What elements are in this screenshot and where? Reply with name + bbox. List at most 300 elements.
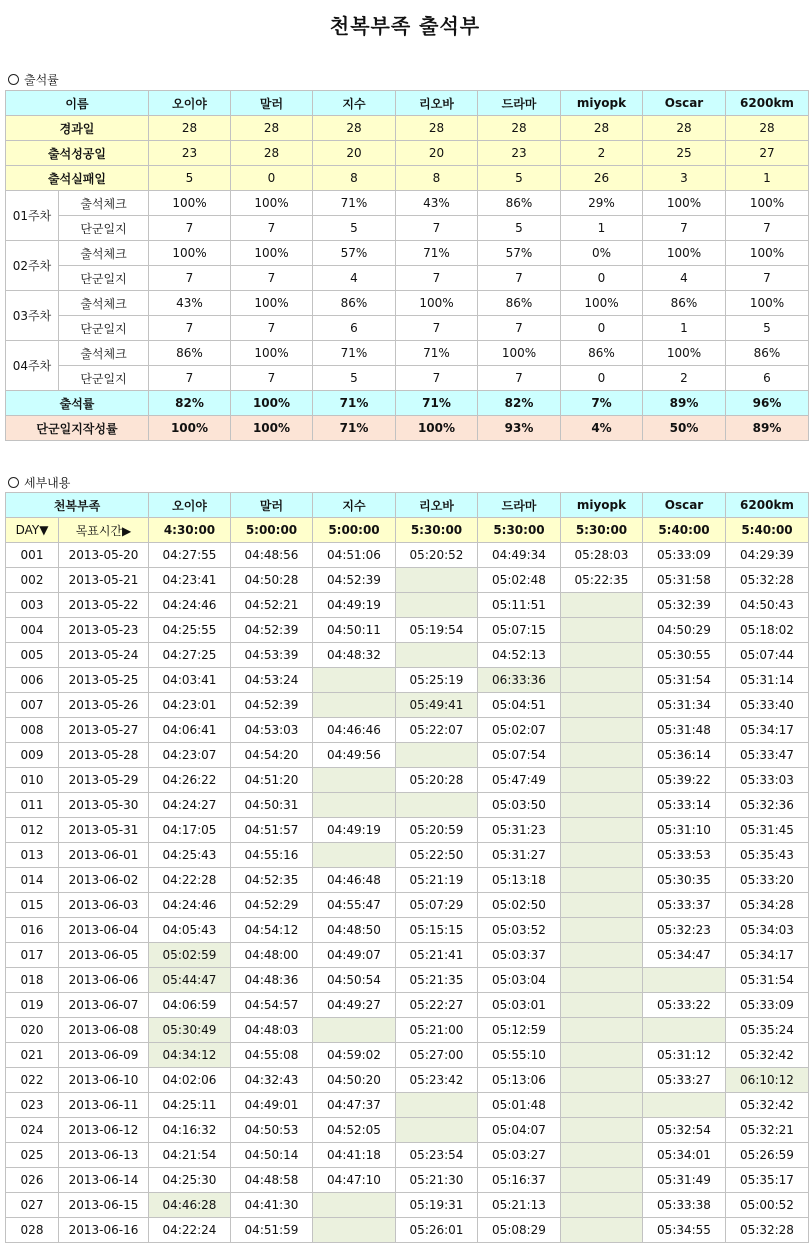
journal-value: 7 <box>478 366 561 391</box>
date-cell: 2013-06-07 <box>59 993 149 1018</box>
target-time: 5:30:00 <box>478 518 561 543</box>
day-number: 007 <box>6 693 59 718</box>
value-cell: 8 <box>396 166 478 191</box>
wake-time <box>313 1193 396 1218</box>
value-cell: 5 <box>149 166 231 191</box>
member-name: miyopk <box>561 493 643 518</box>
check-value: 100% <box>726 191 809 216</box>
wake-time <box>396 1118 478 1143</box>
wake-time: 04:53:03 <box>231 718 313 743</box>
journal-value: 5 <box>478 216 561 241</box>
wake-time: 04:23:07 <box>149 743 231 768</box>
wake-time: 04:26:22 <box>149 768 231 793</box>
date-cell: 2013-05-31 <box>59 818 149 843</box>
wake-time: 05:12:59 <box>478 1018 561 1043</box>
wake-time: 04:54:20 <box>231 743 313 768</box>
week-check-row <box>6 241 809 266</box>
member-name: miyopk <box>561 91 643 116</box>
wake-time <box>561 793 643 818</box>
wake-time: 05:47:49 <box>478 768 561 793</box>
journal-value: 7 <box>149 266 231 291</box>
wake-time: 04:48:03 <box>231 1018 313 1043</box>
wake-time <box>313 693 396 718</box>
day-row <box>6 943 809 968</box>
journal-value: 5 <box>726 316 809 341</box>
value-cell: 28 <box>726 116 809 141</box>
wake-time <box>561 1218 643 1243</box>
check-value: 100% <box>643 191 726 216</box>
check-value: 100% <box>149 191 231 216</box>
wake-time: 04:06:41 <box>149 718 231 743</box>
wake-time <box>561 643 643 668</box>
wake-time: 05:02:50 <box>478 893 561 918</box>
journal-value: 0 <box>561 316 643 341</box>
day-number: 025 <box>6 1143 59 1168</box>
date-cell: 2013-05-24 <box>59 643 149 668</box>
day-row <box>6 918 809 943</box>
value-cell: 20 <box>313 141 396 166</box>
wake-time: 04:06:59 <box>149 993 231 1018</box>
wake-time: 04:50:53 <box>231 1118 313 1143</box>
rate-value: 82% <box>478 391 561 416</box>
day-number: 019 <box>6 993 59 1018</box>
day-row <box>6 1168 809 1193</box>
wake-time: 05:03:52 <box>478 918 561 943</box>
member-name: 6200km <box>726 91 809 116</box>
wake-time: 05:21:41 <box>396 943 478 968</box>
journal-value: 1 <box>561 216 643 241</box>
wake-time: 05:07:15 <box>478 618 561 643</box>
member-name: Oscar <box>643 91 726 116</box>
journal-rate-value: 100% <box>231 416 313 441</box>
target-time: 5:00:00 <box>313 518 396 543</box>
date-cell: 2013-05-28 <box>59 743 149 768</box>
wake-time: 05:23:54 <box>396 1143 478 1168</box>
day-row <box>6 743 809 768</box>
value-cell: 2 <box>561 141 643 166</box>
wake-time: 05:33:20 <box>726 868 809 893</box>
wake-time <box>396 1093 478 1118</box>
wake-time: 05:30:35 <box>643 868 726 893</box>
wake-time: 04:24:46 <box>149 893 231 918</box>
journal-rate-value: 89% <box>726 416 809 441</box>
date-cell: 2013-06-12 <box>59 1118 149 1143</box>
wake-time: 05:33:40 <box>726 693 809 718</box>
wake-time: 05:18:02 <box>726 618 809 643</box>
date-cell: 2013-05-27 <box>59 718 149 743</box>
day-row <box>6 1218 809 1243</box>
day-row <box>6 818 809 843</box>
wake-time: 05:03:27 <box>478 1143 561 1168</box>
wake-time: 04:23:41 <box>149 568 231 593</box>
day-number: 001 <box>6 543 59 568</box>
wake-time: 06:33:36 <box>478 668 561 693</box>
wake-time: 04:25:55 <box>149 618 231 643</box>
wake-time: 04:46:48 <box>313 868 396 893</box>
wake-time: 05:04:07 <box>478 1118 561 1143</box>
wake-time <box>561 743 643 768</box>
wake-time: 05:21:13 <box>478 1193 561 1218</box>
wake-time <box>561 993 643 1018</box>
wake-time <box>396 793 478 818</box>
wake-time: 04:50:43 <box>726 593 809 618</box>
wake-time: 04:48:58 <box>231 1168 313 1193</box>
value-cell: 3 <box>643 166 726 191</box>
check-value: 86% <box>643 291 726 316</box>
day-row <box>6 693 809 718</box>
wake-time: 04:50:29 <box>643 618 726 643</box>
journal-value: 7 <box>231 366 313 391</box>
fail-row <box>6 166 809 191</box>
date-cell: 2013-05-29 <box>59 768 149 793</box>
wake-time <box>396 743 478 768</box>
date-cell: 2013-05-26 <box>59 693 149 718</box>
section-attendance-rate <box>8 71 59 88</box>
journal-value: 7 <box>478 316 561 341</box>
journal-rate-value: 50% <box>643 416 726 441</box>
wake-time: 05:31:23 <box>478 818 561 843</box>
target-time-row <box>6 518 809 543</box>
day-row <box>6 868 809 893</box>
member-name: 지수 <box>313 493 396 518</box>
wake-time: 05:02:59 <box>149 943 231 968</box>
journal-rate-value: 100% <box>149 416 231 441</box>
wake-time: 04:48:50 <box>313 918 396 943</box>
value-cell: 25 <box>643 141 726 166</box>
wake-time <box>313 1018 396 1043</box>
wake-time: 05:07:44 <box>726 643 809 668</box>
section-details <box>8 474 70 491</box>
wake-time: 05:31:14 <box>726 668 809 693</box>
date-cell: 2013-06-10 <box>59 1068 149 1093</box>
circle-bullet-icon <box>8 74 19 85</box>
wake-time: 05:31:54 <box>643 668 726 693</box>
journal-value: 4 <box>643 266 726 291</box>
wake-time: 05:32:21 <box>726 1118 809 1143</box>
wake-time: 04:48:36 <box>231 968 313 993</box>
wake-time <box>313 843 396 868</box>
wake-time: 04:54:12 <box>231 918 313 943</box>
wake-time: 05:07:29 <box>396 893 478 918</box>
rate-value: 96% <box>726 391 809 416</box>
wake-time: 04:48:56 <box>231 543 313 568</box>
day-number: 012 <box>6 818 59 843</box>
wake-time: 04:50:28 <box>231 568 313 593</box>
wake-time: 04:48:32 <box>313 643 396 668</box>
wake-time: 05:34:01 <box>643 1143 726 1168</box>
wake-time: 05:21:00 <box>396 1018 478 1043</box>
wake-time: 04:52:21 <box>231 593 313 618</box>
wake-time <box>561 1093 643 1118</box>
day-number: 017 <box>6 943 59 968</box>
wake-time: 04:29:39 <box>726 543 809 568</box>
day-number: 027 <box>6 1193 59 1218</box>
check-value: 100% <box>396 291 478 316</box>
wake-time: 05:02:07 <box>478 718 561 743</box>
wake-time: 04:16:32 <box>149 1118 231 1143</box>
target-time: 5:40:00 <box>726 518 809 543</box>
wake-time: 04:52:29 <box>231 893 313 918</box>
wake-time <box>561 1043 643 1068</box>
date-cell: 2013-06-05 <box>59 943 149 968</box>
wake-time: 05:35:17 <box>726 1168 809 1193</box>
attendance-summary-table <box>5 90 809 441</box>
wake-time: 05:31:49 <box>643 1168 726 1193</box>
day-number: 028 <box>6 1218 59 1243</box>
day-number: 018 <box>6 968 59 993</box>
value-cell: 28 <box>231 116 313 141</box>
day-header: DAY▼ <box>6 518 59 543</box>
member-name: 말러 <box>231 493 313 518</box>
wake-time <box>561 718 643 743</box>
date-cell: 2013-06-06 <box>59 968 149 993</box>
day-number: 020 <box>6 1018 59 1043</box>
wake-time: 05:23:42 <box>396 1068 478 1093</box>
wake-time: 05:27:00 <box>396 1043 478 1068</box>
check-value: 71% <box>396 341 478 366</box>
wake-time: 05:13:18 <box>478 868 561 893</box>
date-cell: 2013-05-21 <box>59 568 149 593</box>
journal-label: 단군일지 <box>59 366 149 391</box>
journal-value: 6 <box>726 366 809 391</box>
wake-time: 05:35:43 <box>726 843 809 868</box>
wake-time <box>561 893 643 918</box>
date-cell: 2013-06-13 <box>59 1143 149 1168</box>
day-number: 006 <box>6 668 59 693</box>
day-number: 024 <box>6 1118 59 1143</box>
circle-bullet-icon <box>8 477 19 488</box>
tribe-header: 천복부족 <box>6 493 149 518</box>
journal-value: 7 <box>726 216 809 241</box>
day-number: 014 <box>6 868 59 893</box>
wake-time: 04:41:30 <box>231 1193 313 1218</box>
check-value: 71% <box>396 241 478 266</box>
check-value: 86% <box>313 291 396 316</box>
target-label: 목표시간▶ <box>59 518 149 543</box>
wake-time: 04:49:27 <box>313 993 396 1018</box>
journal-label: 단군일지 <box>59 266 149 291</box>
member-name: 드라마 <box>478 493 561 518</box>
check-value: 100% <box>726 291 809 316</box>
member-name: 6200km <box>726 493 809 518</box>
day-row <box>6 893 809 918</box>
journal-label: 단군일지 <box>59 216 149 241</box>
wake-time: 05:32:28 <box>726 1218 809 1243</box>
check-value: 100% <box>643 341 726 366</box>
wake-time <box>643 1018 726 1043</box>
wake-time <box>396 568 478 593</box>
wake-time: 04:52:05 <box>313 1118 396 1143</box>
wake-time <box>561 1018 643 1043</box>
wake-time: 05:33:53 <box>643 843 726 868</box>
day-number: 002 <box>6 568 59 593</box>
row-label: 단군일지작성률 <box>6 416 149 441</box>
wake-time <box>561 1168 643 1193</box>
wake-time: 05:03:37 <box>478 943 561 968</box>
journal-value: 7 <box>396 266 478 291</box>
wake-time: 05:07:54 <box>478 743 561 768</box>
attendance-detail-table <box>5 492 809 1243</box>
value-cell: 23 <box>149 141 231 166</box>
journal-value: 4 <box>313 266 396 291</box>
journal-value: 0 <box>561 266 643 291</box>
wake-time: 04:51:20 <box>231 768 313 793</box>
journal-value: 7 <box>149 316 231 341</box>
wake-time: 05:20:28 <box>396 768 478 793</box>
wake-time: 04:55:16 <box>231 843 313 868</box>
check-label: 출석체크 <box>59 241 149 266</box>
week-check-row <box>6 291 809 316</box>
date-cell: 2013-06-11 <box>59 1093 149 1118</box>
wake-time: 05:31:10 <box>643 818 726 843</box>
value-cell: 28 <box>231 141 313 166</box>
check-value: 0% <box>561 241 643 266</box>
day-row <box>6 1193 809 1218</box>
target-time: 4:30:00 <box>149 518 231 543</box>
wake-time: 05:22:35 <box>561 568 643 593</box>
wake-time: 05:19:54 <box>396 618 478 643</box>
wake-time: 05:03:04 <box>478 968 561 993</box>
journal-value: 2 <box>643 366 726 391</box>
target-time: 5:00:00 <box>231 518 313 543</box>
wake-time: 05:32:42 <box>726 1093 809 1118</box>
wake-time: 05:26:59 <box>726 1143 809 1168</box>
wake-time: 05:11:51 <box>478 593 561 618</box>
wake-time: 04:50:11 <box>313 618 396 643</box>
date-cell: 2013-05-22 <box>59 593 149 618</box>
week-label: 04주차 <box>6 341 59 391</box>
wake-time: 04:49:34 <box>478 543 561 568</box>
target-time: 5:30:00 <box>561 518 643 543</box>
wake-time: 04:49:19 <box>313 593 396 618</box>
wake-time: 04:05:43 <box>149 918 231 943</box>
attendance-rate-row <box>6 391 809 416</box>
rate-value: 100% <box>231 391 313 416</box>
wake-time: 05:32:36 <box>726 793 809 818</box>
week-journal-row <box>6 366 809 391</box>
wake-time: 05:22:50 <box>396 843 478 868</box>
wake-time: 05:33:47 <box>726 743 809 768</box>
wake-time: 04:46:28 <box>149 1193 231 1218</box>
wake-time: 05:32:42 <box>726 1043 809 1068</box>
member-name: 오이야 <box>149 91 231 116</box>
wake-time: 04:53:24 <box>231 668 313 693</box>
check-value: 100% <box>231 241 313 266</box>
value-cell: 23 <box>478 141 561 166</box>
date-cell: 2013-06-04 <box>59 918 149 943</box>
check-value: 100% <box>478 341 561 366</box>
wake-time: 05:34:17 <box>726 718 809 743</box>
wake-time <box>561 593 643 618</box>
rate-value: 71% <box>313 391 396 416</box>
journal-label: 단군일지 <box>59 316 149 341</box>
day-row <box>6 618 809 643</box>
date-cell: 2013-06-01 <box>59 843 149 868</box>
check-value: 71% <box>313 191 396 216</box>
wake-time <box>561 1143 643 1168</box>
wake-time: 04:21:54 <box>149 1143 231 1168</box>
check-value: 86% <box>561 341 643 366</box>
wake-time: 04:50:14 <box>231 1143 313 1168</box>
member-name: Oscar <box>643 493 726 518</box>
wake-time <box>396 643 478 668</box>
day-row <box>6 793 809 818</box>
wake-time: 05:03:50 <box>478 793 561 818</box>
section-title: 출석률 <box>24 73 59 87</box>
date-cell: 2013-06-14 <box>59 1168 149 1193</box>
value-cell: 27 <box>726 141 809 166</box>
wake-time: 05:34:17 <box>726 943 809 968</box>
wake-time: 04:25:43 <box>149 843 231 868</box>
day-row <box>6 568 809 593</box>
wake-time: 05:34:55 <box>643 1218 726 1243</box>
value-cell: 28 <box>149 116 231 141</box>
day-row <box>6 843 809 868</box>
value-cell: 28 <box>561 116 643 141</box>
wake-time <box>561 618 643 643</box>
wake-time: 05:34:47 <box>643 943 726 968</box>
check-value: 100% <box>231 191 313 216</box>
wake-time: 05:30:49 <box>149 1018 231 1043</box>
wake-time <box>561 968 643 993</box>
check-value: 86% <box>149 341 231 366</box>
wake-time: 05:04:51 <box>478 693 561 718</box>
check-label: 출석체크 <box>59 341 149 366</box>
wake-time: 06:10:12 <box>726 1068 809 1093</box>
date-cell: 2013-05-25 <box>59 668 149 693</box>
date-cell: 2013-05-23 <box>59 618 149 643</box>
journal-value: 7 <box>231 216 313 241</box>
wake-time: 05:44:47 <box>149 968 231 993</box>
day-row <box>6 543 809 568</box>
day-number: 010 <box>6 768 59 793</box>
rate-value: 7% <box>561 391 643 416</box>
name-header: 이름 <box>6 91 149 116</box>
day-number: 009 <box>6 743 59 768</box>
journal-rate-row <box>6 416 809 441</box>
journal-rate-value: 4% <box>561 416 643 441</box>
wake-time: 04:25:30 <box>149 1168 231 1193</box>
wake-time: 04:49:07 <box>313 943 396 968</box>
wake-time: 04:50:54 <box>313 968 396 993</box>
wake-time: 04:52:35 <box>231 868 313 893</box>
wake-time <box>561 818 643 843</box>
member-name: 리오바 <box>396 91 478 116</box>
wake-time: 05:36:14 <box>643 743 726 768</box>
check-value: 71% <box>313 341 396 366</box>
wake-time: 05:39:22 <box>643 768 726 793</box>
wake-time: 05:33:09 <box>726 993 809 1018</box>
day-row <box>6 668 809 693</box>
value-cell: 20 <box>396 141 478 166</box>
wake-time: 04:03:41 <box>149 668 231 693</box>
day-row <box>6 1068 809 1093</box>
week-check-row <box>6 341 809 366</box>
journal-value: 5 <box>313 216 396 241</box>
wake-time: 05:20:52 <box>396 543 478 568</box>
check-value: 100% <box>726 241 809 266</box>
check-value: 100% <box>231 341 313 366</box>
day-row <box>6 718 809 743</box>
wake-time: 05:16:37 <box>478 1168 561 1193</box>
wake-time: 05:21:30 <box>396 1168 478 1193</box>
wake-time: 05:31:45 <box>726 818 809 843</box>
row-label: 출석률 <box>6 391 149 416</box>
day-number: 022 <box>6 1068 59 1093</box>
value-cell: 26 <box>561 166 643 191</box>
wake-time: 04:22:24 <box>149 1218 231 1243</box>
wake-time: 05:03:01 <box>478 993 561 1018</box>
